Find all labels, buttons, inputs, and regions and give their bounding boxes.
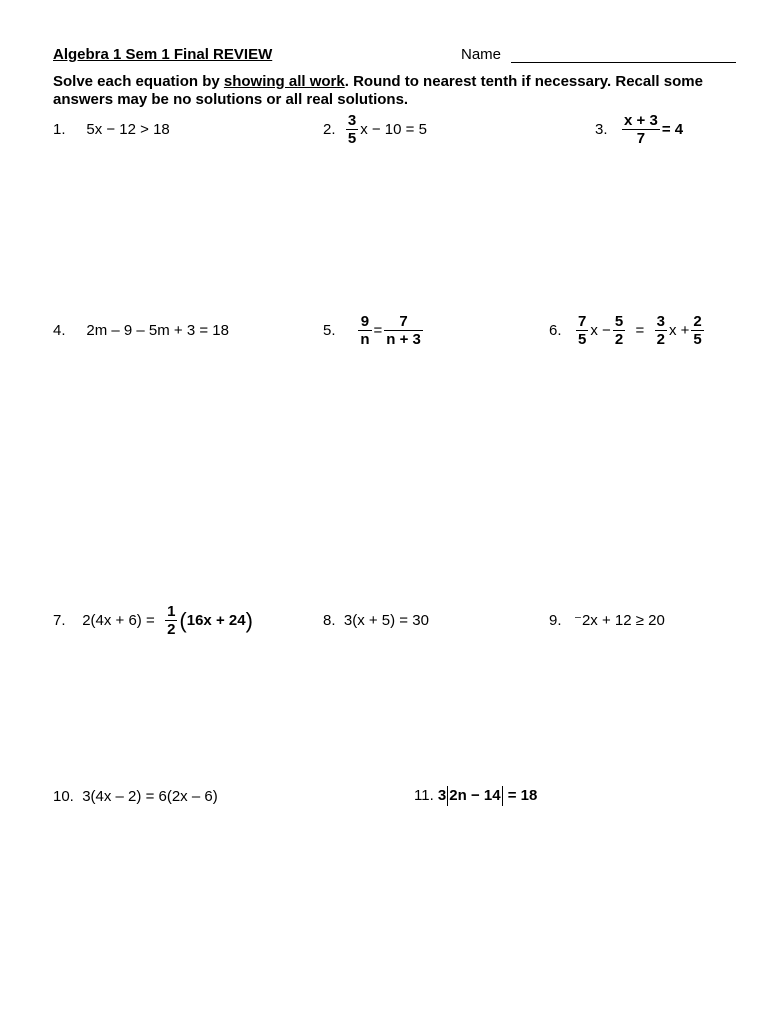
problem-number: 9. <box>549 612 562 629</box>
problem-expression: 2m – 9 – 5m + 3 = 18 <box>86 322 229 339</box>
problem-number: 2. <box>323 120 336 138</box>
problem-3 <box>595 112 683 147</box>
problem-expression: x − 10 = 5 <box>360 120 427 138</box>
problem-1 <box>53 121 170 139</box>
fraction: $\frac{3}{2}$ <box>656 313 665 348</box>
problem-5 <box>323 313 425 348</box>
problem-expression: = 4 <box>661 120 684 138</box>
problem-number: 11. <box>414 787 434 804</box>
problem-expression: 5x − 12 > 18 <box>86 121 170 138</box>
open-paren: ( <box>179 607 187 633</box>
name-label: Name <box>461 46 502 63</box>
fraction: $\frac{9}{n}$ <box>360 313 370 348</box>
instructions-underlined: showing all work <box>223 73 345 90</box>
fraction: $\frac{5}{2}$ <box>614 313 624 348</box>
problem-number: 10. <box>53 788 74 805</box>
close-paren: ) <box>245 607 253 633</box>
problem-10 <box>53 788 218 806</box>
problem-9 <box>549 612 665 630</box>
absolute-value-bar-right <box>502 786 503 806</box>
problem-2 <box>323 112 427 147</box>
problem-number: 4. <box>53 322 66 339</box>
problem-number: 1. <box>53 121 66 138</box>
problem-4 <box>53 322 229 340</box>
problem-8 <box>323 612 429 630</box>
problem-number: 8. <box>323 612 336 629</box>
problem-inner-expression: 2n − 14 <box>449 787 501 804</box>
fraction: $\frac{7}{n + 3}$ <box>386 313 421 348</box>
instructions-text-2: . Round to nearest tenth if necessary. Recall some answers may be no solutions or all real solutions. <box>53 73 703 108</box>
fraction: $\frac{x + 3}{7}$ <box>624 112 658 147</box>
absolute-value-bar-left <box>447 786 448 806</box>
problem-expression: ⁻2x + 12 ≥ 20 <box>574 612 665 629</box>
problem-number: 6. <box>549 321 562 339</box>
problem-11 <box>414 786 537 806</box>
problem-number: 7. <box>53 611 66 629</box>
coefficient: 3 <box>437 787 447 804</box>
problem-expression: 3(4x – 2) = 6(2x – 6) <box>82 788 218 805</box>
equals-sign: = <box>635 321 645 339</box>
problem-number: 5. <box>323 321 336 339</box>
fraction: $\frac{7}{5}$ <box>578 313 587 348</box>
worksheet-title: Algebra 1 Sem 1 Final REVIEW <box>53 46 273 63</box>
problem-number: 3. <box>595 120 608 138</box>
name-blank-line[interactable] <box>511 62 736 63</box>
problem-expression: 2(4x + 6) = <box>82 611 155 629</box>
problem-6 <box>549 313 706 348</box>
problem-expression: = 18 <box>507 787 538 804</box>
instructions-text-1: Solve each equation by <box>53 73 224 90</box>
problem-expression: 3(x + 5) = 30 <box>343 612 429 629</box>
problem-expression: x − <box>590 321 611 339</box>
fraction: $\frac{1}{2}$ <box>167 603 176 638</box>
fraction: $\frac{3}{5}$ <box>347 112 357 147</box>
instructions <box>53 73 743 109</box>
problem-7 <box>53 603 253 638</box>
fraction: $\frac{2}{5}$ <box>693 313 702 348</box>
problem-inner-expression: 16x + 24 <box>186 611 246 629</box>
equals-sign: = <box>373 321 383 339</box>
problem-expression: x + <box>668 321 690 339</box>
